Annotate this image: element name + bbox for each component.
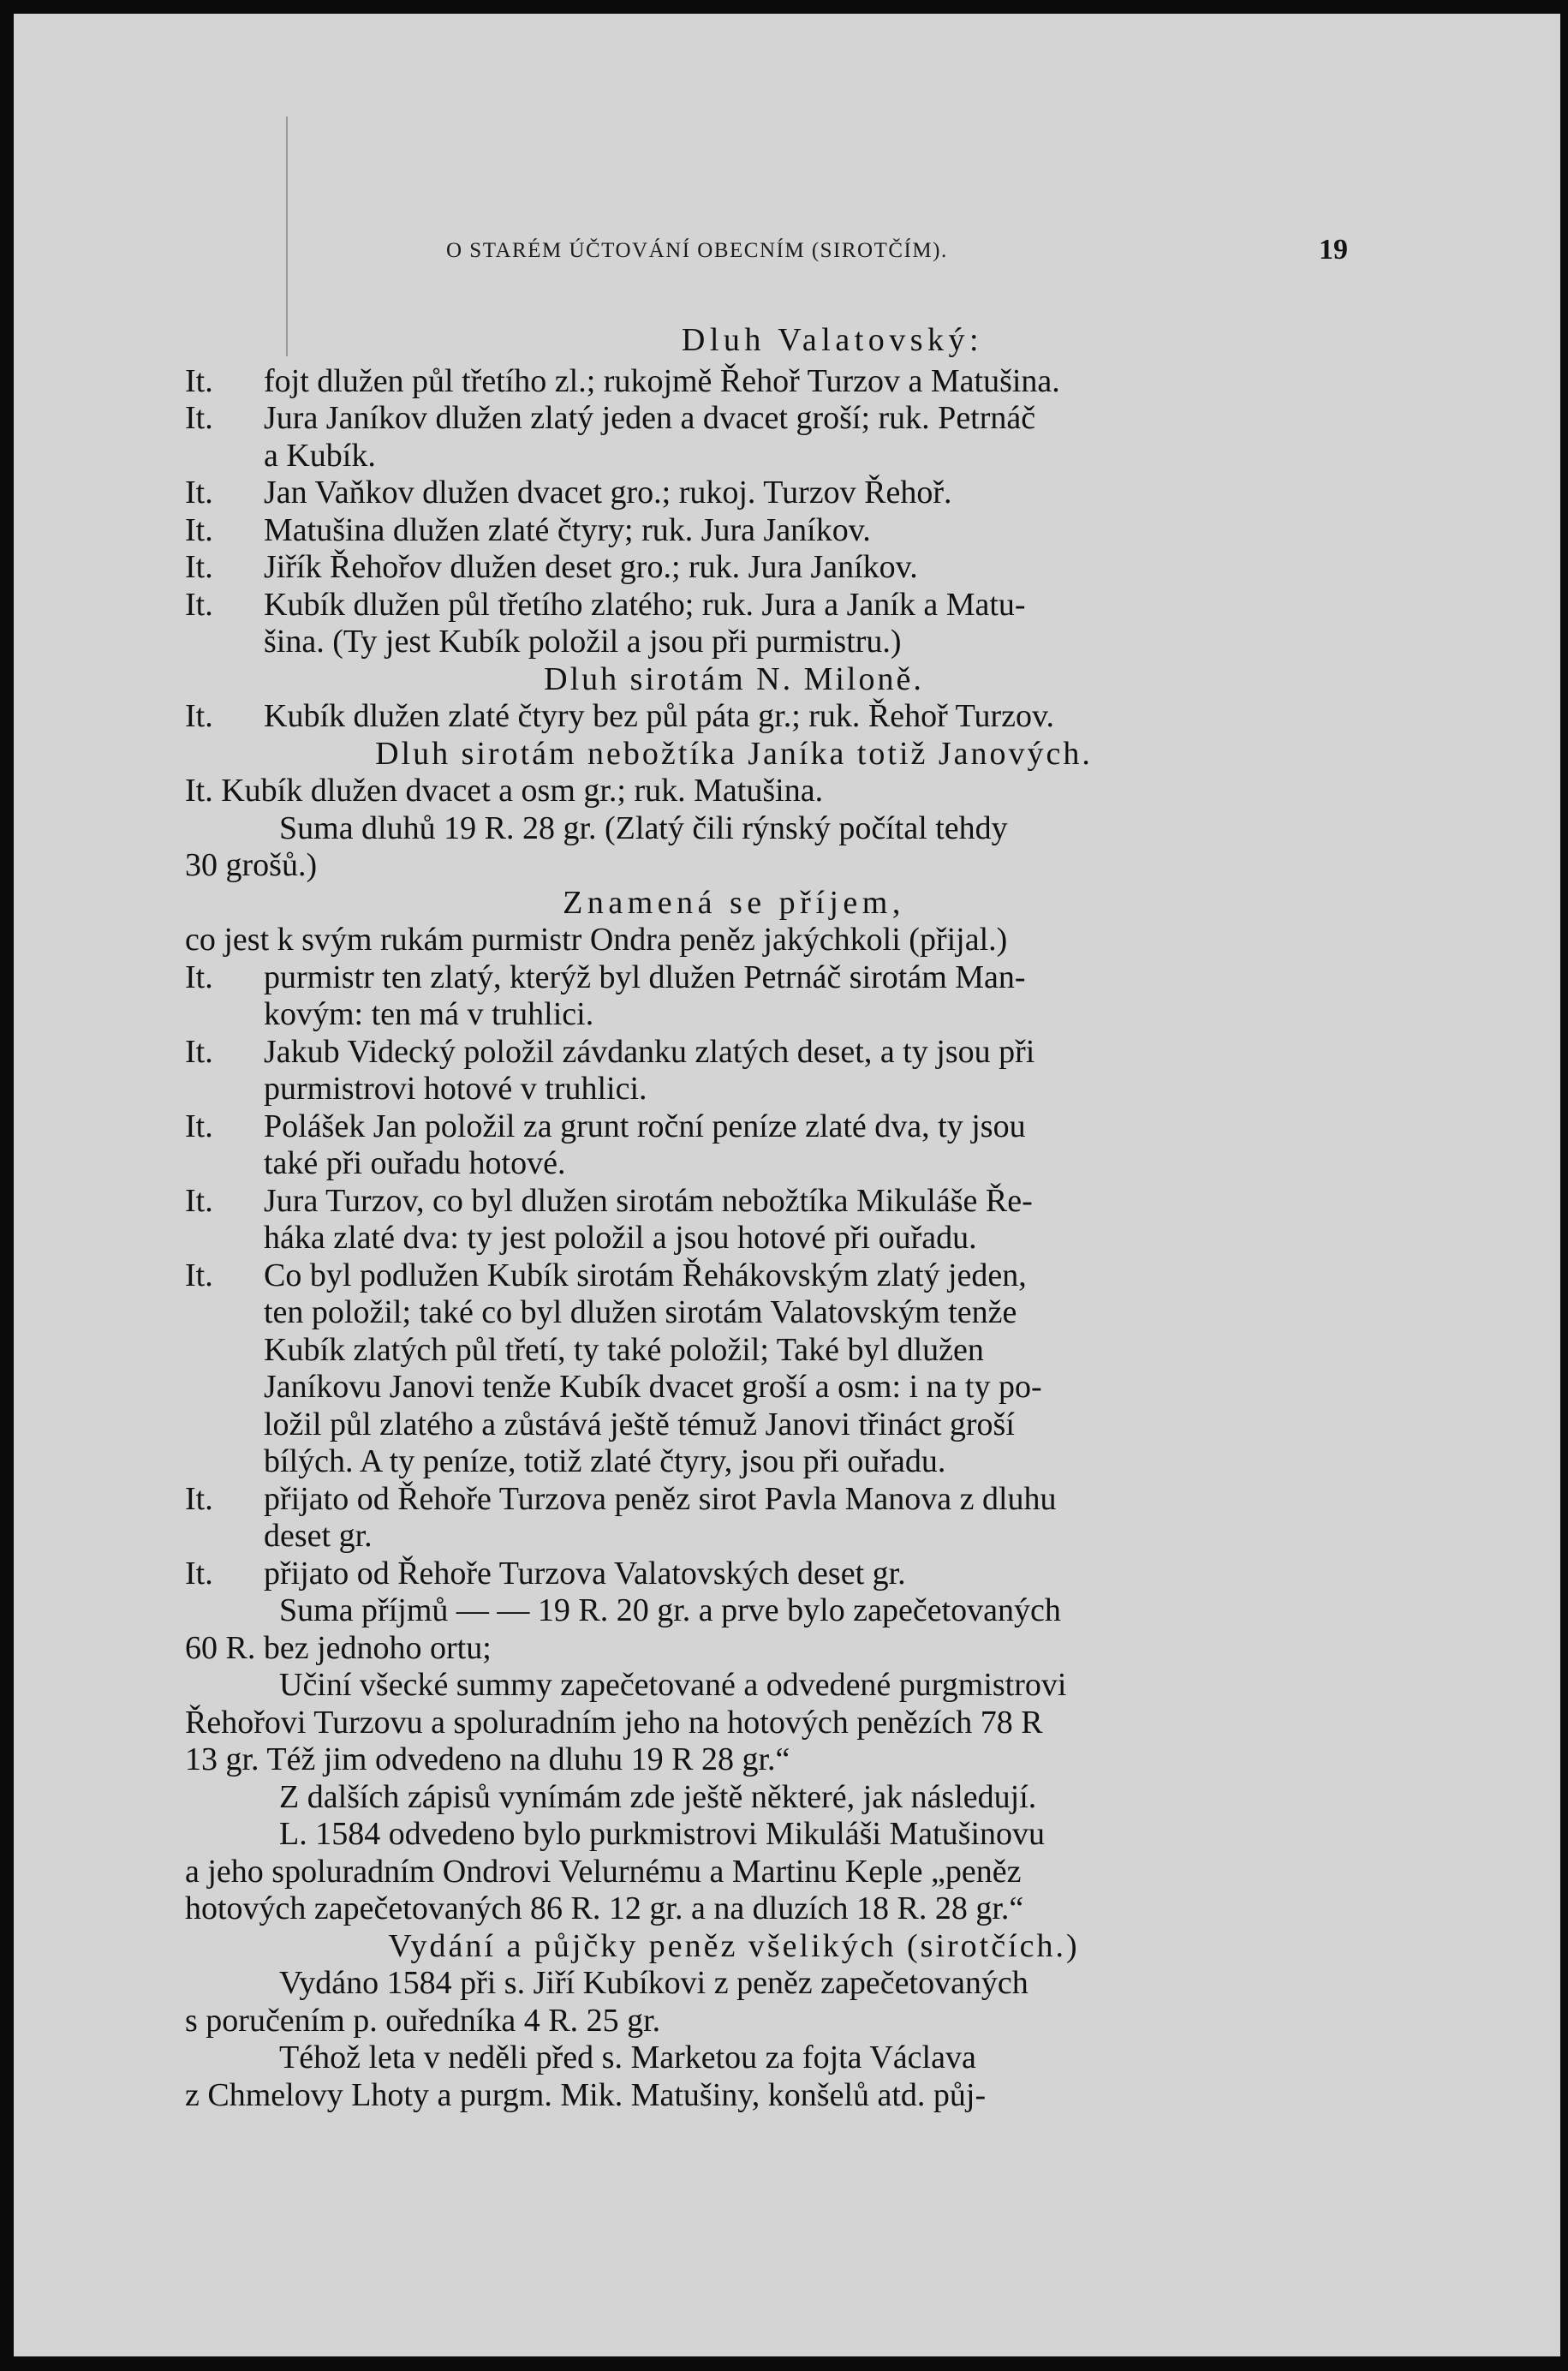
entry-text: také při ouřadu hotové. xyxy=(264,1145,566,1181)
paragraph-line: Z dalších zápisů vynímám zde ještě některé, jak následují. xyxy=(279,1778,1037,1815)
item-marker xyxy=(185,1369,264,1406)
sum-line: Suma příjmů — — 19 R. 20 gr. a prve bylo zapečetovaných xyxy=(279,1592,1061,1628)
item-marker xyxy=(185,1443,264,1481)
page-header xyxy=(176,234,1348,268)
paragraph-line: z Chmelovy Lhoty a purgm. Mik. Matušiny, konšelů atd. půj- xyxy=(185,2076,987,2113)
paragraph-line: L. 1584 odvedeno bylo purkmistrovi Mikuláši Matušinovu xyxy=(279,1816,1046,1852)
item-marker: It. xyxy=(185,698,213,734)
item-marker xyxy=(185,1294,264,1332)
item-marker: It. xyxy=(185,586,213,623)
entry-text: Co byl podlužen Kubík sirotám Řehákovským zlatý jeden, xyxy=(264,1257,1027,1293)
entry-line xyxy=(185,624,1283,661)
item-marker xyxy=(185,1220,264,1257)
running-head: O STARÉM ÚČTOVÁNÍ OBECNÍM (SIROTČÍM). xyxy=(446,239,948,262)
item-marker xyxy=(185,996,264,1034)
entry-line xyxy=(185,438,1283,475)
entry-text: deset gr. xyxy=(264,1518,373,1554)
item-marker xyxy=(185,1145,264,1183)
paragraph-line: Učiní všecké summy zapečetované a odvedené purgmistrovi xyxy=(279,1667,1067,1703)
entry-line xyxy=(185,549,1283,587)
paragraph-line: s poručením p. ouředníka 4 R. 25 gr. xyxy=(185,2002,661,2039)
entry-text: ložil půl zlatého a zůstává ještě témuž Janovi třináct groší xyxy=(264,1406,1015,1442)
entry-text: purmistr ten zlatý, kterýž byl dlužen Petrnáč sirotám Man- xyxy=(264,959,1026,995)
entry-line xyxy=(185,475,1283,512)
section-heading-dluh-sirotam-milone: Dluh sirotám N. Miloně. xyxy=(544,660,924,697)
entry-text: háka zlaté dva: ty jest položil a jsou hotové při ouřadu. xyxy=(264,1220,977,1256)
entry-line xyxy=(185,1518,1283,1556)
entry-text: přijato od Řehoře Turzova Valatovských deset gr. xyxy=(264,1555,906,1592)
item-marker: It. xyxy=(185,475,213,511)
item-marker xyxy=(185,1406,264,1444)
entry-text: kovým: ten má v truhlici. xyxy=(264,996,594,1032)
item-marker: It. xyxy=(185,1182,213,1219)
item-marker: It. xyxy=(185,400,213,436)
item-marker: It. xyxy=(185,1555,213,1592)
entry-line xyxy=(185,1332,1283,1370)
item-marker: It. xyxy=(185,1033,213,1070)
entry-line xyxy=(185,400,1283,438)
entries-block-1 xyxy=(185,363,1283,661)
entry-line xyxy=(185,1481,1283,1519)
item-marker: It. xyxy=(185,549,213,585)
sum-line-cont: 30 grošů.) xyxy=(185,847,318,883)
item-marker xyxy=(185,1332,264,1370)
item-marker: It. xyxy=(185,1257,213,1293)
entry-line xyxy=(185,1257,1283,1295)
entry-text: Matušina dlužen zlaté čtyry; ruk. Jura Janíkov. xyxy=(264,511,871,548)
entry-line xyxy=(185,587,1283,624)
section-heading-dluh-sirotam-janika: Dluh sirotám nebožtíka Janíka totiž Janových. xyxy=(375,735,1093,772)
entries-block-4 xyxy=(185,959,1283,1593)
entry-line xyxy=(185,1071,1283,1108)
section-heading-dluh-valatovsky: Dluh Valatovský: xyxy=(681,322,984,358)
entry-line xyxy=(185,996,1283,1034)
paragraph-line: Řehořovi Turzovu a spoluradním jeho na hotových penězích 78 R xyxy=(185,1704,1043,1741)
section-heading-vydani: Vydání a půjčky peněz všelikých (sirotčích.) xyxy=(388,1927,1080,1964)
entry-line xyxy=(185,1443,1283,1481)
entry-text: Jura Turzov, co byl dlužen sirotám nebožtíka Mikuláše Ře- xyxy=(264,1182,1033,1219)
entry-text: šina. (Ty jest Kubík položil a jsou při purmistru.) xyxy=(264,624,902,660)
entry-line xyxy=(185,1556,1283,1593)
item-marker xyxy=(185,624,264,661)
item-marker: It. xyxy=(185,362,213,399)
body-text xyxy=(185,322,1283,2114)
entry-line xyxy=(185,1369,1283,1406)
entry-line xyxy=(185,1145,1283,1183)
entry-line xyxy=(185,512,1283,550)
section-heading-prijem: Znamená se příjem, xyxy=(563,884,905,921)
entry-text: bílých. A ty peníze, totiž zlaté čtyry, jsou při ouřadu. xyxy=(264,1443,946,1479)
item-marker xyxy=(185,1071,264,1108)
paragraph-line: a jeho spoluradním Ondrovi Velurnému a Martinu Keple „peněz xyxy=(185,1853,1022,1890)
entry-line xyxy=(185,959,1283,997)
entry-text: fojt dlužen půl třetího zl.; rukojmě Řehoř Turzov a Matušina. xyxy=(264,362,1060,399)
entry-line xyxy=(185,1108,1283,1146)
entry-text: a Kubík. xyxy=(264,437,376,474)
page-number: 19 xyxy=(1319,234,1348,266)
paragraph-line: Vydáno 1584 při s. Jiří Kubíkovi z peněz zapečetovaných xyxy=(279,1965,1028,2001)
entry-text: purmistrovi hotové v truhlici. xyxy=(264,1071,647,1107)
entry-line xyxy=(185,1294,1283,1332)
item-marker: It. xyxy=(185,1108,213,1144)
paragraph-line: 13 gr. Též jim odvedeno na dluhu 19 R 28 gr.“ xyxy=(185,1741,790,1777)
entry-line xyxy=(185,1406,1283,1444)
entry-text: ten položil; také co byl dlužen sirotám Valatovským tenže xyxy=(264,1294,1017,1330)
entry-text: Kubík zlatých půl třetí, ty také položil; Také byl dlužen xyxy=(264,1331,984,1368)
item-marker xyxy=(185,1518,264,1556)
sum-line: Suma dluhů 19 R. 28 gr. (Zlatý čili rýnský počítal tehdy xyxy=(279,809,1008,846)
entry-text: Jakub Videcký položil závdanku zlatých deset, a ty jsou při xyxy=(264,1033,1035,1070)
entry-line xyxy=(185,1220,1283,1257)
item-marker xyxy=(185,438,264,475)
entry-text: přijato od Řehoře Turzova peněz sirot Pavla Manova z dluhu xyxy=(264,1480,1057,1517)
entry-text: Kubík dlužen půl třetího zlatého; ruk. Jura a Janík a Matu- xyxy=(264,586,1026,623)
entry-text: Jan Vaňkov dlužen dvacet gro.; rukoj. Turzov Řehoř. xyxy=(264,475,952,511)
paragraph-line: hotových zapečetovaných 86 R. 12 gr. a na dluzích 18 R. 28 gr.“ xyxy=(185,1890,1024,1926)
item-marker: It. xyxy=(185,511,213,548)
entry-line xyxy=(185,1034,1283,1072)
entry-text: Jiřík Řehořov dlužen deset gro.; ruk. Jura Janíkov. xyxy=(264,549,918,585)
intro-line: co jest k svým rukám purmistr Ondra peněz jakýchkoli (přijal.) xyxy=(185,922,1008,958)
item-marker: It. xyxy=(185,959,213,995)
entry-text: Janíkovu Janovi tenže Kubík dvacet groší a osm: i na ty po- xyxy=(264,1369,1042,1405)
scanned-page xyxy=(14,14,1560,2356)
entry-text: Jura Janíkov dlužen zlatý jeden a dvacet groší; ruk. Petrnáč xyxy=(264,400,1036,436)
entry-line: It. Kubík dlužen dvacet a osm gr.; ruk. Matušina. xyxy=(185,773,824,809)
item-marker: It. xyxy=(185,1480,213,1517)
entry-text: Polášek Jan položil za grunt roční peníze zlaté dva, ty jsou xyxy=(264,1108,1026,1144)
entry-line xyxy=(185,1183,1283,1221)
sum-line-cont: 60 R. bez jednoho ortu; xyxy=(185,1629,492,1666)
entry-line xyxy=(185,363,1283,401)
entry-text: Kubík dlužen zlaté čtyry bez půl páta gr.; ruk. Řehoř Turzov. xyxy=(264,698,1055,734)
entry-line xyxy=(185,698,1283,736)
paragraph-line: Téhož leta v neděli před s. Marketou za fojta Václava xyxy=(279,2040,976,2075)
